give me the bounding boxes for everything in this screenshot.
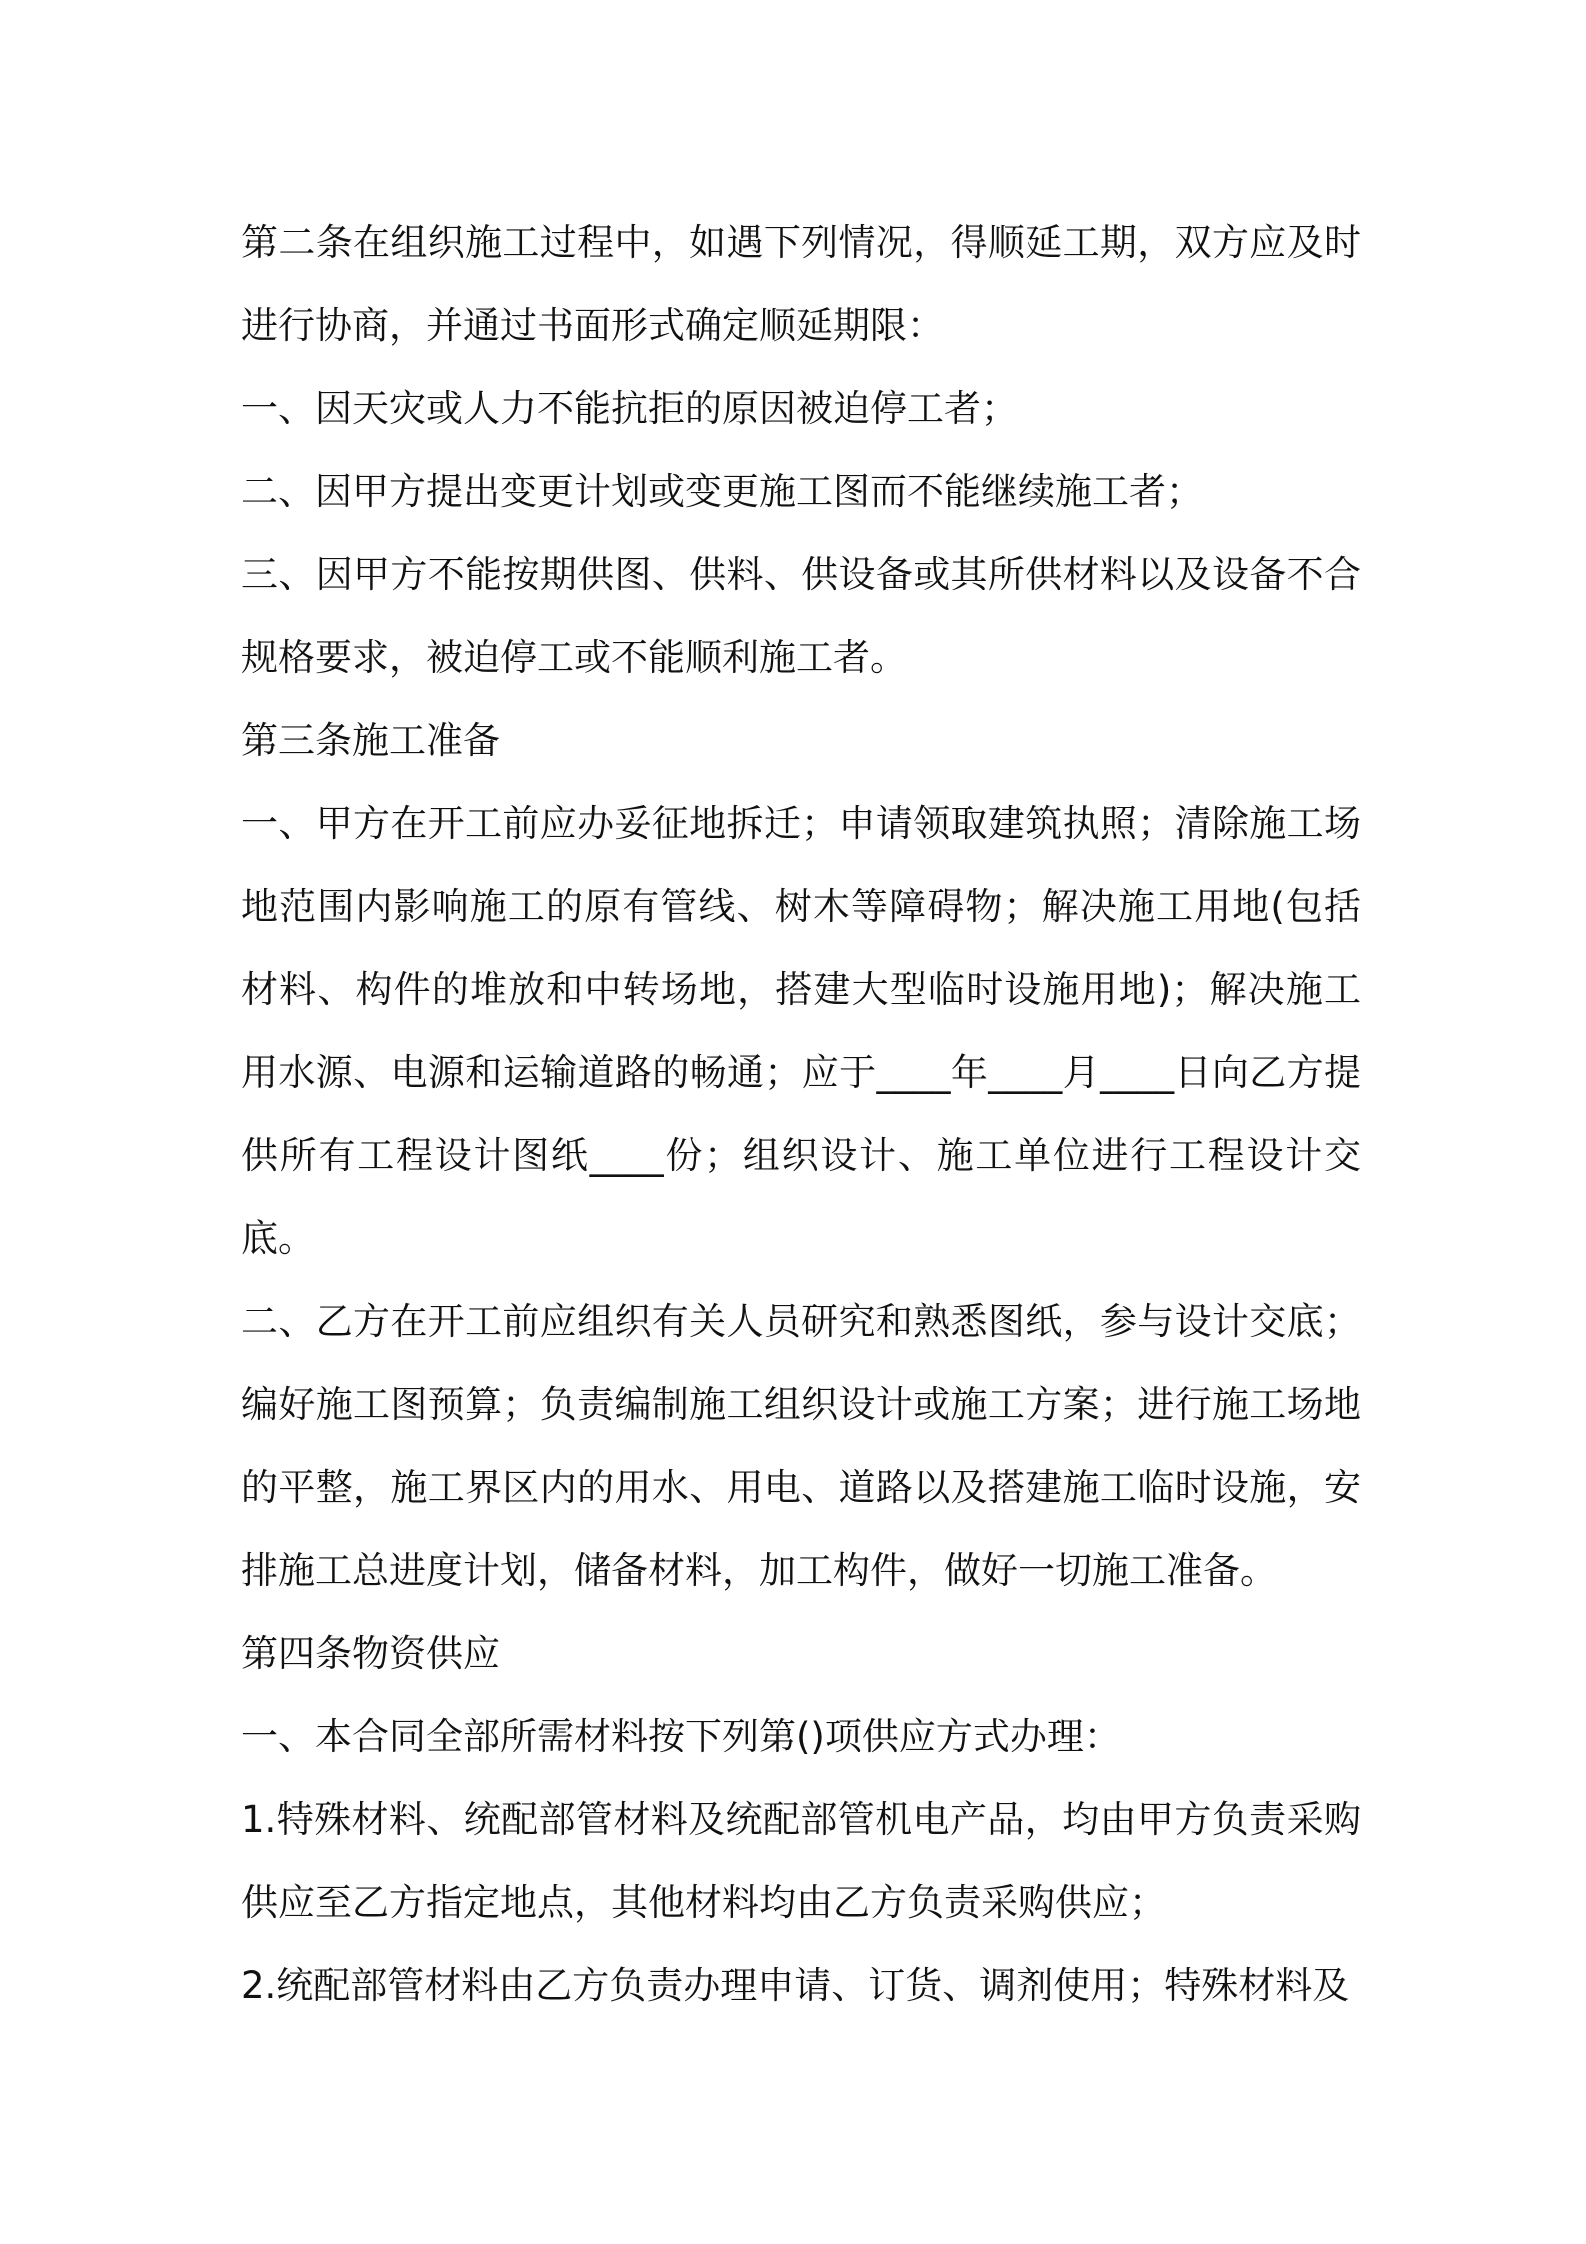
paragraph-article-3-item-2: 二、乙方在开工前应组织有关人员研究和熟悉图纸，参与设计交底；编好施工图预算；负责编制施工组织设计或施工方案；进行施工场地的平整，施工界区内的用水、用电、道路以及搭建施工临时设施，安排施工总进度计划，储备材料，加工构件，做好一切施工准备。 <box>241 1300 1361 1592</box>
paragraph-article-3-item-1: 一、甲方在开工前应办妥征地拆迁；申请领取建筑执照；清除施工场地范围内影响施工的原有管线、树木等障碍物；解决施工用地(包括材料、构件的堆放和中转场地，搭建大型临时设施用地)；解决施工用水源、电源和运输道路的畅通；应于____年____月____日向乙方提供所有工程设计图纸____份；组织设计、施工单位进行工程设计交底。 <box>241 802 1361 1260</box>
paragraph-article-2-intro: 第二条在组织施工过程中，如遇下列情况，得顺延工期，双方应及时进行协商，并通过书面形式确定顺延期限： <box>241 221 1361 347</box>
paragraph-article-4-item-1: 一、本合同全部所需材料按下列第()项供应方式办理： <box>241 1715 1121 1758</box>
heading-article-4: 第四条物资供应 <box>241 1632 500 1675</box>
paragraph-article-4-option-1: 1.特殊材料、统配部管材料及统配部管机电产品，均由甲方负责采购供应至乙方指定地点，其他材料均由乙方负责采购供应； <box>241 1798 1361 1924</box>
paragraph-article-2-item-2: 二、因甲方提出变更计划或变更施工图而不能继续施工者； <box>241 470 1203 513</box>
paragraph-article-2-item-3: 三、因甲方不能按期供图、供料、供设备或其所供材料以及设备不合规格要求，被迫停工或不能顺利施工者。 <box>241 553 1361 679</box>
paragraph-article-2-item-1: 一、因天灾或人力不能抗拒的原因被迫停工者； <box>241 387 1018 430</box>
document-page <box>241 201 1361 2027</box>
heading-article-3: 第三条施工准备 <box>241 719 500 762</box>
paragraph-article-4-option-2: 2.统配部管材料由乙方负责办理申请、订货、调剂使用；特殊材料及 <box>241 1964 1350 2007</box>
